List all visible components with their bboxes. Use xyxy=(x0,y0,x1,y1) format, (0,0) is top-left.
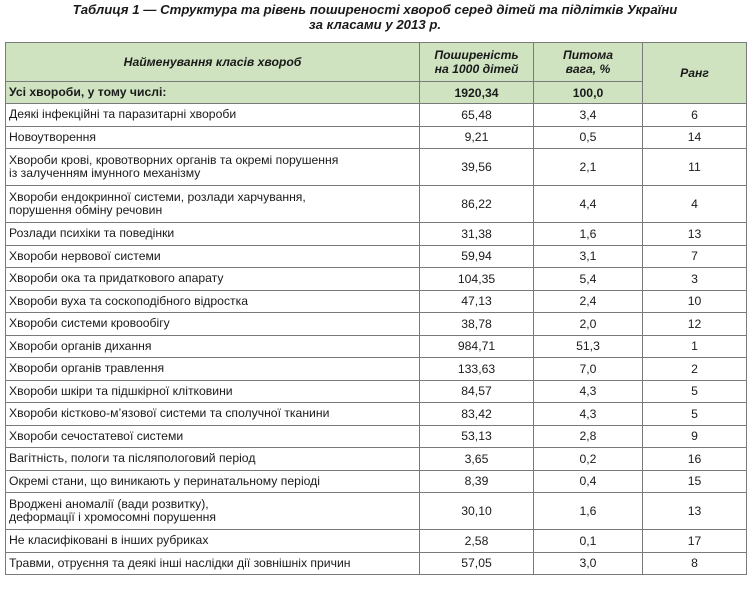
share-value: 1,6 xyxy=(534,493,643,530)
table-row xyxy=(6,425,747,448)
prevalence-value: 84,57 xyxy=(420,380,534,403)
prevalence-value: 104,35 xyxy=(420,268,534,291)
prevalence-value: 38,78 xyxy=(420,313,534,336)
prevalence-value: 86,22 xyxy=(420,186,534,223)
share-value: 0,4 xyxy=(534,470,643,493)
share-value: 3,0 xyxy=(534,552,643,575)
disease-class-name-line: Новоутворення xyxy=(9,129,96,144)
prevalence-value: 30,10 xyxy=(420,493,534,530)
disease-class-name xyxy=(6,380,420,403)
table-row xyxy=(6,126,747,149)
rank-value: 10 xyxy=(643,290,747,313)
prevalence-value: 31,38 xyxy=(420,223,534,246)
rank-value: 5 xyxy=(643,380,747,403)
header-rank: Ранг xyxy=(643,43,747,104)
prevalence-value: 57,05 xyxy=(420,552,534,575)
disease-class-name xyxy=(6,126,420,149)
disease-class-name xyxy=(6,530,420,553)
disease-class-name xyxy=(6,149,420,186)
table-row xyxy=(6,290,747,313)
share-value: 0,5 xyxy=(534,126,643,149)
prevalence-value: 59,94 xyxy=(420,245,534,268)
rank-value: 6 xyxy=(643,104,747,127)
disease-class-name-line: Хвороби кістково-м’язової системи та сполучної тканини xyxy=(9,406,330,421)
share-value: 2,4 xyxy=(534,290,643,313)
rank-value: 12 xyxy=(643,313,747,336)
disease-class-name-line: Хвороби системи кровообігу xyxy=(9,316,170,331)
disease-class-name xyxy=(6,104,420,127)
disease-class-name xyxy=(6,358,420,381)
disease-class-name-line: Окремі стани, що виникають у перинатальному періоді xyxy=(9,473,320,488)
disease-class-name xyxy=(6,425,420,448)
disease-class-name-line: Хвороби органів травлення xyxy=(9,361,165,376)
disease-class-name-line: деформації і хромосомні порушення xyxy=(9,510,216,524)
rank-value: 14 xyxy=(643,126,747,149)
share-value: 0,1 xyxy=(534,530,643,553)
disease-table xyxy=(5,42,747,575)
header-prevalence-line-1: Поширеність xyxy=(434,48,519,62)
total-name: Усі хвороби, у тому числі: xyxy=(6,82,420,104)
table-row xyxy=(6,470,747,493)
share-value: 3,4 xyxy=(534,104,643,127)
header-share xyxy=(534,43,643,82)
rank-value: 13 xyxy=(643,493,747,530)
share-value: 4,4 xyxy=(534,186,643,223)
rank-value: 4 xyxy=(643,186,747,223)
disease-class-name-line: Хвороби органів дихання xyxy=(9,338,152,353)
disease-class-name xyxy=(6,290,420,313)
prevalence-value: 3,65 xyxy=(420,448,534,471)
total-row xyxy=(6,82,747,104)
disease-class-name xyxy=(6,186,420,223)
header-prevalence xyxy=(420,43,534,82)
table-row xyxy=(6,530,747,553)
prevalence-value: 8,39 xyxy=(420,470,534,493)
table-row xyxy=(6,186,747,223)
rank-value: 2 xyxy=(643,358,747,381)
table-row xyxy=(6,268,747,291)
disease-class-name-line: Хвороби сечостатевої системи xyxy=(9,428,184,443)
disease-class-name xyxy=(6,493,420,530)
disease-class-name-line: Вагітність, пологи та післяпологовий період xyxy=(9,451,256,466)
header-share-line-2: вага, % xyxy=(565,62,611,76)
disease-class-name xyxy=(6,403,420,426)
table-caption xyxy=(0,0,750,33)
rank-value: 1 xyxy=(643,335,747,358)
prevalence-value: 53,13 xyxy=(420,425,534,448)
disease-class-name xyxy=(6,313,420,336)
disease-class-name-line: Розлади психіки та поведінки xyxy=(9,226,175,241)
rank-value: 8 xyxy=(643,552,747,575)
disease-class-name-line: Травми, отруєння та деякі інші наслідки дії зовнішніх причин xyxy=(9,555,351,570)
share-value: 2,0 xyxy=(534,313,643,336)
disease-class-name-line: порушення обміну речовин xyxy=(9,203,163,217)
table-row xyxy=(6,245,747,268)
total-share: 100,0 xyxy=(534,82,643,104)
header-share-line-1: Питома xyxy=(562,48,614,62)
table-row xyxy=(6,149,747,186)
share-value: 51,3 xyxy=(534,335,643,358)
disease-class-name-line: Хвороби крові, кровотворних органів та окремі порушення xyxy=(9,153,339,167)
disease-class-name xyxy=(6,268,420,291)
rank-value: 3 xyxy=(643,268,747,291)
disease-class-name xyxy=(6,552,420,575)
table-row xyxy=(6,104,747,127)
disease-class-name-line: Не класифіковані в інших рубриках xyxy=(9,533,209,548)
disease-class-name xyxy=(6,448,420,471)
prevalence-value: 133,63 xyxy=(420,358,534,381)
table-row xyxy=(6,448,747,471)
table-header xyxy=(6,43,747,104)
disease-class-name-line: із залученням імунного механізму xyxy=(9,166,201,180)
rank-value: 5 xyxy=(643,403,747,426)
disease-class-name-line: Хвороби вуха та соскоподібного відростка xyxy=(9,293,249,308)
table-row xyxy=(6,552,747,575)
table-body xyxy=(6,104,747,575)
table-row xyxy=(6,358,747,381)
caption-line-2: за класами у 2013 р. xyxy=(308,17,442,32)
table-row xyxy=(6,335,747,358)
disease-class-name xyxy=(6,223,420,246)
table-row xyxy=(6,403,747,426)
disease-class-name-line: Хвороби ока та придаткового апарату xyxy=(9,271,224,286)
prevalence-value: 9,21 xyxy=(420,126,534,149)
share-value: 4,3 xyxy=(534,403,643,426)
share-value: 5,4 xyxy=(534,268,643,291)
share-value: 7,0 xyxy=(534,358,643,381)
disease-class-name-line: Хвороби ендокринної системи, розлади харчування, xyxy=(9,190,306,204)
prevalence-value: 83,42 xyxy=(420,403,534,426)
prevalence-value: 984,71 xyxy=(420,335,534,358)
caption-line-1: Таблиця 1 — Структура та рівень поширеності хвороб серед дітей та підлітків України xyxy=(72,2,678,17)
rank-value: 15 xyxy=(643,470,747,493)
rank-value: 7 xyxy=(643,245,747,268)
rank-value: 11 xyxy=(643,149,747,186)
rank-value: 17 xyxy=(643,530,747,553)
rank-value: 13 xyxy=(643,223,747,246)
table-row xyxy=(6,313,747,336)
header-name: Найменування класів хвороб xyxy=(6,43,420,82)
header-prevalence-line-2: на 1000 дітей xyxy=(434,62,519,76)
prevalence-value: 65,48 xyxy=(420,104,534,127)
share-value: 4,3 xyxy=(534,380,643,403)
share-value: 2,1 xyxy=(534,149,643,186)
share-value: 3,1 xyxy=(534,245,643,268)
prevalence-value: 2,58 xyxy=(420,530,534,553)
share-value: 0,2 xyxy=(534,448,643,471)
rank-value: 9 xyxy=(643,425,747,448)
disease-class-name-line: Вроджені аномалії (вади розвитку), xyxy=(9,497,209,511)
disease-class-name xyxy=(6,245,420,268)
rank-value: 16 xyxy=(643,448,747,471)
disease-class-name-line: Хвороби шкіри та підшкірної клітковини xyxy=(9,383,233,398)
total-prevalence: 1920,34 xyxy=(420,82,534,104)
share-value: 1,6 xyxy=(534,223,643,246)
table-row xyxy=(6,493,747,530)
table-row xyxy=(6,223,747,246)
disease-class-name-line: Хвороби нервової системи xyxy=(9,248,161,263)
disease-class-name xyxy=(6,335,420,358)
disease-class-name xyxy=(6,470,420,493)
disease-class-name-line: Деякі інфекційні та паразитарні хвороби xyxy=(9,107,237,122)
prevalence-value: 47,13 xyxy=(420,290,534,313)
prevalence-value: 39,56 xyxy=(420,149,534,186)
table-row xyxy=(6,380,747,403)
share-value: 2,8 xyxy=(534,425,643,448)
